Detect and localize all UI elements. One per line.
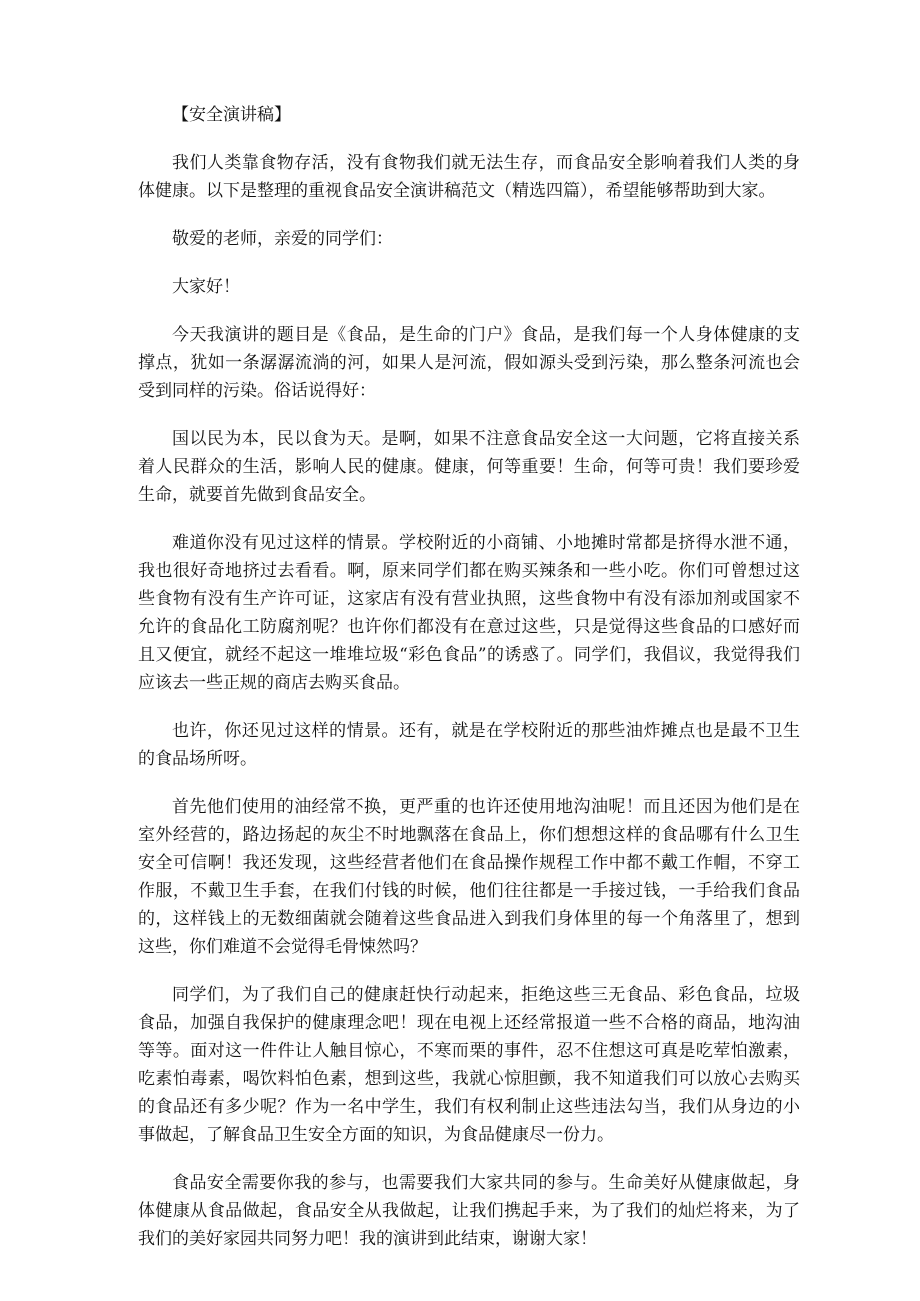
- paragraph-hygiene: 首先他们使用的油经常不换，更严重的也许还使用地沟油呢！而且还因为他们是在室外经营的，路边扬起的灰尘不时地飘落在食品上，你们想想这样的食品哪有什么卫生安全可信啊！我还发现，这些经营者他们在食品操作规程工作中都不戴工作帽，不穿工作服，不戴卫生手套，在我们付钱的时候，他们往往都是一手接过钱，一手给我们食品的，这样钱上的无数细菌就会随着这些食品进入到我们身体里的每一个角落里了，想到这些，你们难道不会觉得毛骨悚然吗？: [138, 797, 800, 957]
- paragraph-intro: 我们人类靠食物存活，没有食物我们就无法生存，而食品安全影响着我们人类的身体健康。以下是整理的重视食品安全演讲稿范文（精选四篇），希望能够帮助到大家。: [138, 153, 800, 201]
- paragraph-greeting: 大家好！: [172, 277, 240, 297]
- paragraph-topic: 今天我演讲的题目是《食品，是生命的门户》食品，是我们每一个人身体健康的支撑点，犹如一条潺潺流淌的河，如果人是河流，假如源头受到污染，那么整条河流也会受到同样的污染。俗话说得好：: [138, 325, 800, 401]
- document-heading: 【安全演讲稿】: [172, 105, 291, 125]
- paragraph-proverb: 国以民为本，民以食为天。是啊，如果不注意食品安全这一大问题，它将直接关系着人民群众的生活，影响人民的健康。健康，何等重要！生命，何等可贵！我们要珍爱生命，就要首先做到食品安全。: [138, 429, 800, 505]
- paragraph-call-to-action: 同学们，为了我们自己的健康赶快行动起来，拒绝这些三无食品、彩色食品，垃圾食品，加强自我保护的健康理念吧！现在电视上还经常报道一些不合格的商品，地沟油等等。面对这一件件让人触目惊心，不寒而栗的事件，忍不住想这可真是吃荤怕激素，吃素怕毒素，喝饮料怕色素，想到这些，我就心惊胆颤，我不知道我们可以放心去购买的食品还有多少呢？作为一名中学生，我们有权利制止这些违法勾当，我们从身边的小事做起，了解食品卫生安全方面的知识，为食品健康尽一份力。: [138, 985, 800, 1145]
- document-body: [138, 101, 800, 1273]
- paragraph-salutation: 敬爱的老师，亲爱的同学们：: [172, 229, 393, 249]
- paragraph-scene-shops: 难道你没有见过这样的情景。学校附近的小商铺、小地摊时常都是挤得水泄不通，我也很好奇地挤过去看看。啊，原来同学们都在购买辣条和一些小吃。你们可曾想过这些食物有没有生产许可证，这家店有没有营业执照，这些食物中有没有添加剂或国家不允许的食品化工防腐剂呢？也许你们都没有在意过这些，只是觉得这些食品的口感好而且又便宜，就经不起这一堆堆垃圾“彩色食品”的诱惑了。同学们，我倡议，我觉得我们应该去一些正规的商店去购买食品。: [138, 533, 800, 693]
- paragraph-closing: 食品安全需要你我的参与，也需要我们大家共同的参与。生命美好从健康做起，身体健康从食品做起，食品安全从我做起，让我们携起手来，为了我们的灿烂将来，为了我们的美好家园共同努力吧！我的演讲到此结束，谢谢大家！: [138, 1173, 800, 1249]
- paragraph-scene-fried: 也许，你还见过这样的情景。还有，就是在学校附近的那些油炸摊点也是最不卫生的食品场所呀。: [138, 721, 800, 769]
